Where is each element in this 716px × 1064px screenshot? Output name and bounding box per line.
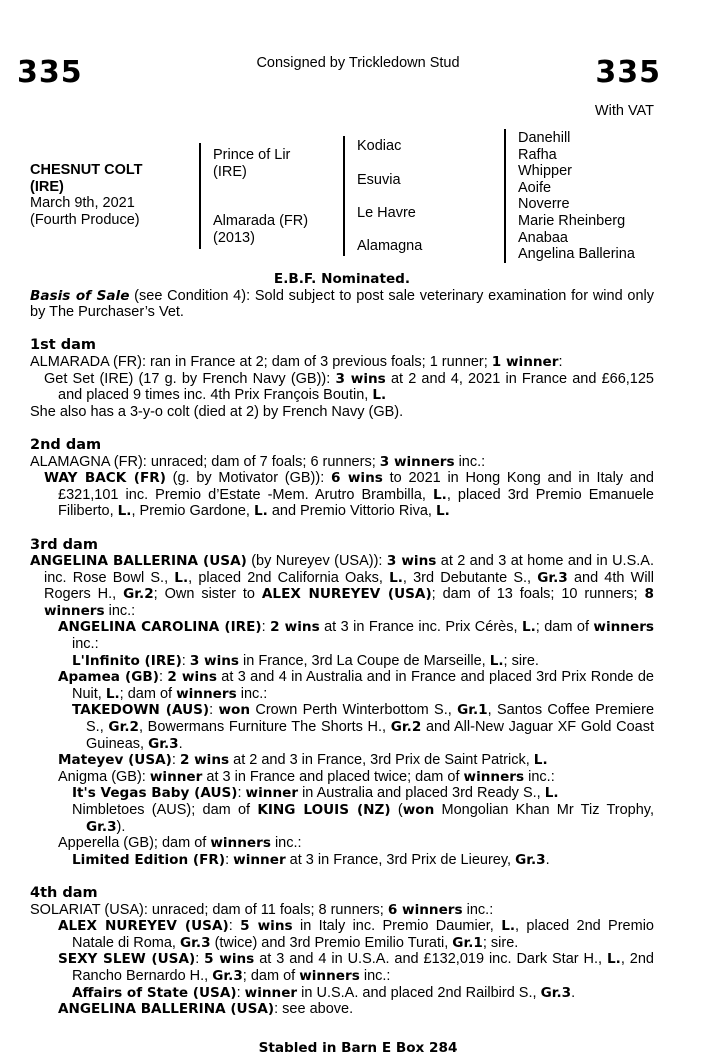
- second-dam-produce-1: WAY BACK (FR) (g. by Motivator (GB)): 6 wins to 2021 in Hong Kong and in Italy and £321,101 inc. Premio d’Estate -Mem. Arutro Brambilla, L., placed 3rd Premio Emanuele Filiberto, L., Premio Gardone, L. and Premio Vittorio Riva, L.: [44, 470, 654, 520]
- first-dam-heading: 1st dam: [30, 337, 96, 354]
- ebf-nominated: E.B.F. Nominated.: [273, 271, 411, 287]
- pedigree-gen4-8: Angelina Ballerina: [518, 246, 635, 263]
- third-dam-produce-2: Apamea (GB): 2 wins at 3 and 4 in Australia and in France and placed 3rd Prix Ronde de Nuit, L.; dam of winners inc.:: [58, 669, 654, 702]
- pedigree-gen4-7: Anabaa: [518, 229, 568, 246]
- third-dam-grandproduce-5: Limited Edition (FR): winner at 3 in France, 3rd Prix de Lieurey, Gr.3.: [72, 851, 550, 868]
- pedigree-divider-3: [504, 129, 506, 263]
- fourth-dam-entry: SOLARIAT (USA): unraced; dam of 11 foals; 8 runners; 6 winners inc.:: [30, 901, 494, 918]
- second-dam-entry: ALAMAGNA (FR): unraced; dam of 7 foals; 6 runners; 3 winners inc.:: [30, 453, 486, 470]
- pedigree-gen4-5: Noverre: [518, 196, 570, 213]
- foaling-date: March 9th, 2021: [30, 195, 135, 212]
- pedigree-divider-2: [343, 136, 345, 256]
- produce-number: (Fourth Produce): [30, 211, 140, 228]
- stabling-info: Stabled in Barn E Box 284: [258, 1040, 458, 1056]
- sire-name: Prince of Lir: [213, 147, 291, 163]
- pedigree-gen4-3: Whipper: [518, 163, 572, 180]
- pedigree-gen4: [518, 130, 635, 263]
- pedigree-sire: [213, 147, 290, 180]
- fourth-dam-produce-1: ALEX NUREYEV (USA): 5 wins in Italy inc. Premio Daumier, L., placed 2nd Premio Natale di Roma, Gr.3 (twice) and 3rd Premio Emilio Turati, Gr.1; sire.: [58, 918, 654, 951]
- pedigree-divider-1: [199, 143, 201, 249]
- consignor: Consigned by Trickledown Stud: [256, 55, 460, 71]
- catalogue-text: [30, 271, 654, 1018]
- third-dam-heading: 3rd dam: [30, 536, 98, 553]
- pedigree-gen4-6: Marie Rheinberg: [518, 212, 626, 229]
- pedigree-gen4-1: Danehill: [518, 130, 571, 146]
- first-dam-produce-1: Get Set (IRE) (17 g. by French Navy (GB)): 3 wins at 2 and 4, 2021 in France and £66,125 and placed 9 times inc. 4th Prix François Boutin, L.: [44, 370, 654, 404]
- vat-note: With VAT: [594, 103, 654, 119]
- basis-of-sale: Basis of Sale (see Condition 4): Sold subject to post sale veterinary examination for wind only by The Purchaser’s Vet.: [30, 287, 655, 321]
- horse-name-line1: CHESNUT COLT: [30, 162, 143, 178]
- first-dam-note: She also has a 3-y-o colt (died at 2) by French Navy (GB).: [30, 403, 404, 420]
- third-dam-produce-4: Anigma (GB): winner at 3 in France and placed twice; dam of winners inc.:: [58, 768, 555, 785]
- third-dam-entry: ANGELINA BALLERINA (USA) (by Nureyev (USA)): 3 wins at 2 and 3 at home and in U.S.A. inc. Rose Bowl S., L., placed 2nd California Oaks, L., 3rd Debutante S., Gr.3 and 4th Will Rogers H., Gr.2; Own sister to ALEX NUREYEV (USA); dam of 13 foals; 10 runners; 8 winners inc.:: [30, 553, 654, 619]
- second-dam-heading: 2nd dam: [30, 436, 102, 453]
- third-dam-grandproduce-4: Nimbletoes (AUS); dam of KING LOUIS (NZ) (won Mongolian Khan Mr Tiz Trophy, Gr.3).: [72, 802, 654, 835]
- first-dam-entry: ALMARADA (FR): ran in France at 2; dam of 3 previous foals; 1 runner; 1 winner:: [30, 353, 563, 370]
- third-dam-produce-5: Apperella (GB); dam of winners inc.:: [58, 835, 302, 852]
- third-dam-produce-3: Mateyev (USA): 2 wins at 2 and 3 in France, 3rd Prix de Saint Patrick, L.: [58, 752, 548, 769]
- horse-name-line2: (IRE): [30, 178, 64, 195]
- sire-country: (IRE): [213, 163, 247, 180]
- dam-year: (2013): [213, 229, 255, 246]
- pedigree-gen3-3: Le Havre: [357, 205, 416, 221]
- pedigree-gen4-4: Aoife: [518, 179, 552, 196]
- third-dam-grandproduce-1: L'Infinito (IRE): 3 wins in France, 3rd La Coupe de Marseille, L.; sire.: [72, 652, 539, 669]
- pedigree-gen3-1: Kodiac: [357, 138, 402, 154]
- fourth-dam-heading: 4th dam: [30, 884, 98, 901]
- dam-name: Almarada (FR): [213, 213, 309, 229]
- pedigree-gen3-2: Esuvia: [357, 172, 401, 188]
- third-dam-produce-1: ANGELINA CAROLINA (IRE): 2 wins at 3 in France inc. Prix Cérès, L.; dam of winners inc.:: [58, 619, 654, 653]
- pedigree-gen3-4: Alamagna: [357, 238, 423, 254]
- fourth-dam-produce-3: ANGELINA BALLERINA (USA): see above.: [58, 1001, 354, 1018]
- lot-number-right: 335: [595, 55, 661, 90]
- lot-number-left: 335: [17, 55, 83, 90]
- pedigree-gen4-2: Rafha: [518, 146, 557, 163]
- fourth-dam-produce-2: SEXY SLEW (USA): 5 wins at 3 and 4 in U.S.A. and £132,019 inc. Dark Star H., L., 2nd Rancho Bernardo H., Gr.3; dam of winners inc.:: [58, 951, 655, 984]
- third-dam-grandproduce-2: TAKEDOWN (AUS): won Crown Perth Winterbottom S., Gr.1, Santos Coffee Premiere S., Gr.2, Bowermans Furniture The Shorts H., Gr.2 and All-New Jaguar XF Gold Coast Guineas, Gr.3.: [72, 702, 655, 752]
- fourth-dam-grandproduce-1: Affairs of State (USA): winner in U.S.A. and placed 2nd Railbird S., Gr.3.: [72, 984, 576, 1001]
- third-dam-grandproduce-3: It's Vegas Baby (AUS): winner in Australia and placed 3rd Ready S., L.: [72, 785, 559, 802]
- horse-description: [30, 162, 143, 228]
- pedigree-dam: [213, 213, 308, 246]
